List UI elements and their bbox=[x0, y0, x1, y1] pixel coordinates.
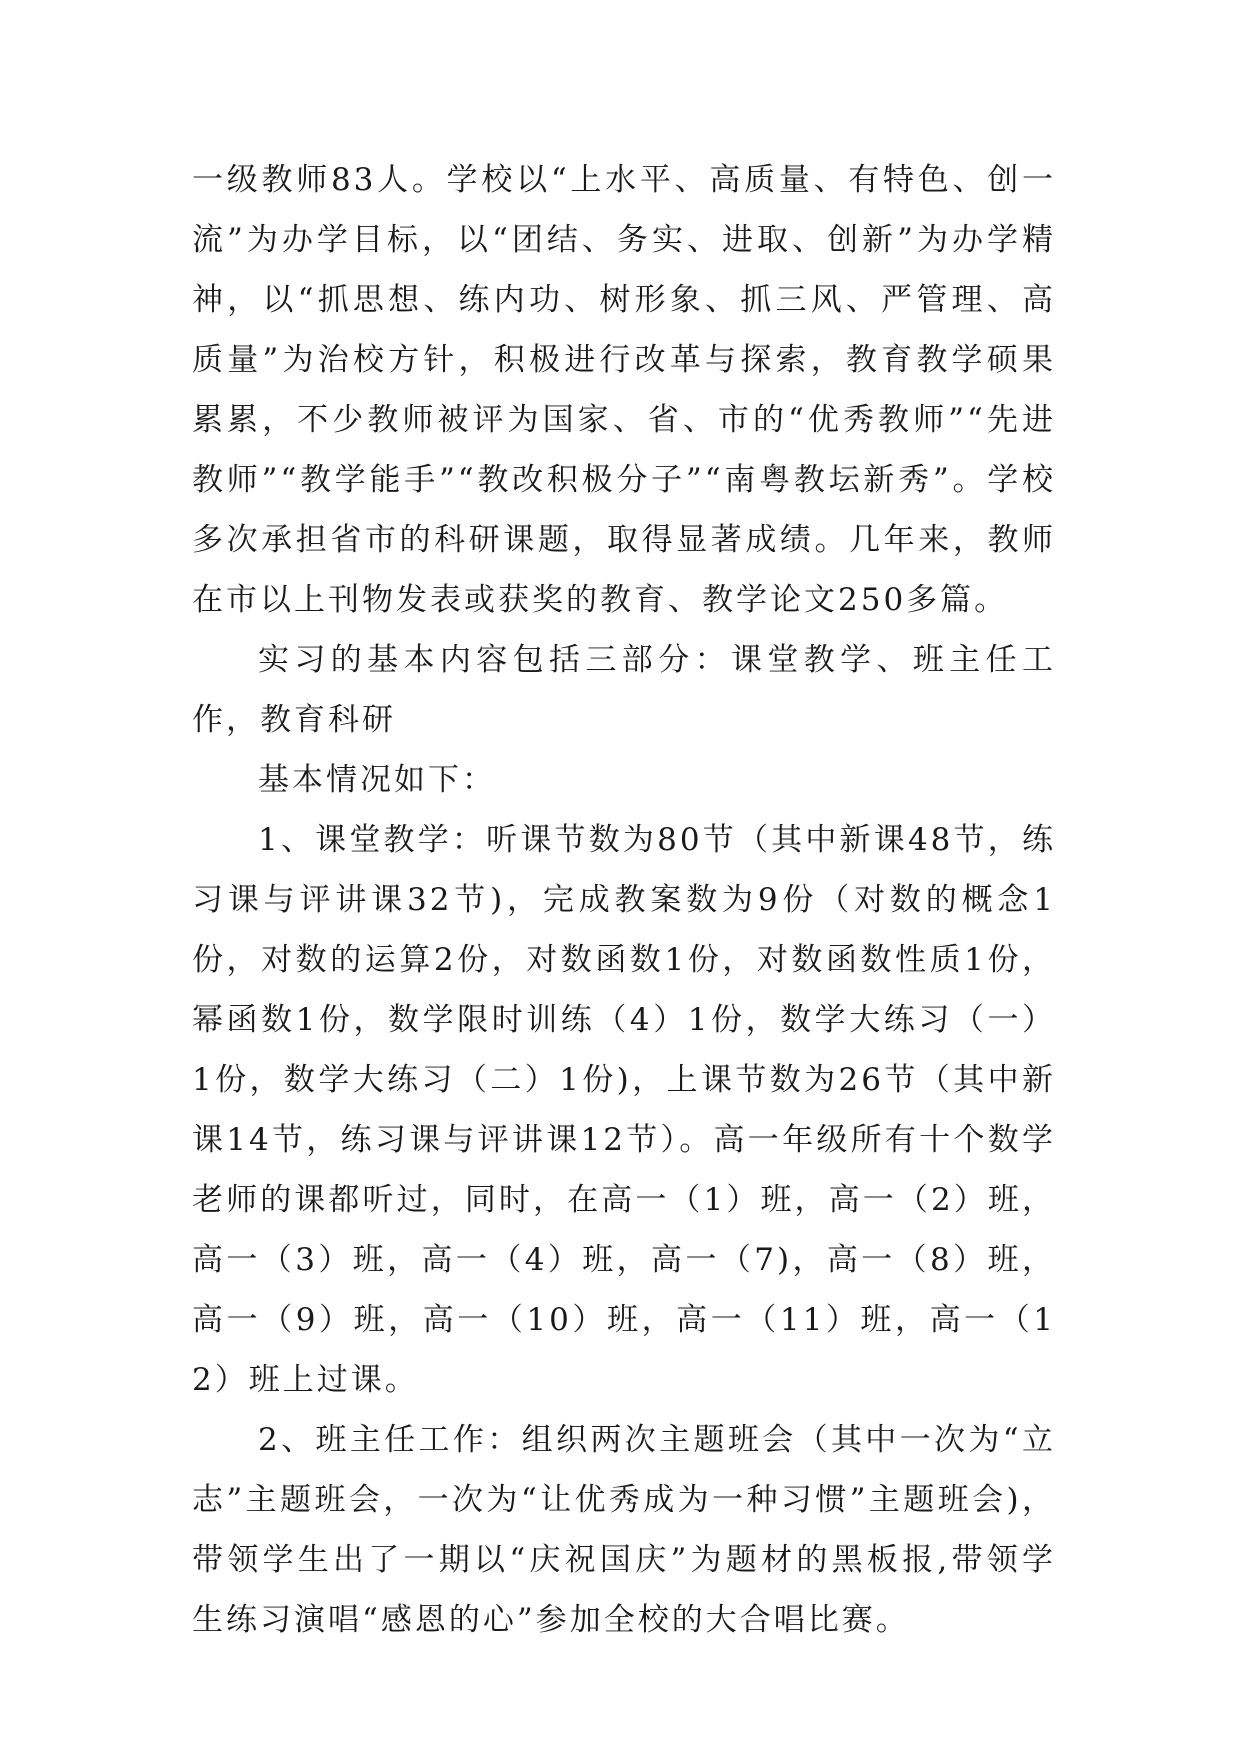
paragraph-internship-content: 实习的基本内容包括三部分：课堂教学、班主任工作，教育科研 bbox=[192, 642, 1056, 738]
paragraph-basic-situation: 基本情况如下： bbox=[258, 762, 496, 798]
paragraph-school-overview: 一级教师83人。学校以“上水平、高质量、有特色、创一流”为办学目标，以“团结、务实、进取、创新”为办学精神，以“抓思想、练内功、树形象、抓三风、严管理、高质量”为治校方针，积极进行改革与探索，教育教学硕果累累，不少教师被评为国家、省、市的“优秀教师”“先进教师”“教学能手”“教改积极分子”“南粤教坛新秀”。学校多次承担省市的科研课题，取得显著成绩。几年来，教师在市以上刊物发表或获奖的教育、教学论文250多篇。 bbox=[192, 162, 1056, 618]
paragraph-head-teacher-work: 2、班主任工作：组织两次主题班会（其中一次为“立志”主题班会，一次为“让优秀成为一种习惯”主题班会)，带领学生出了一期以“庆祝国庆”为题材的黑板报,带领学生练习演唱“感恩的心”参加全校的大合唱比赛。 bbox=[192, 1422, 1056, 1638]
document-page bbox=[192, 150, 1056, 1650]
paragraph-classroom-teaching: 1、课堂教学：听课节数为80节（其中新课48节，练习课与评讲课32节)，完成教案数为9份（对数的概念1份，对数的运算2份，对数函数1份，对数函数性质1份，幂函数1份，数学限时训练（4）1份，数学大练习（一）1份，数学大练习（二）1份)，上课节数为26节（其中新课14节，练习课与评讲课12节）。高一年级所有十个数学老师的课都听过，同时，在高一（1）班，高一（2）班，高一（3）班，高一（4）班，高一（7)，高一（8）班，高一（9）班，高一（10）班，高一（11）班，高一（12）班上过课。 bbox=[192, 822, 1056, 1398]
